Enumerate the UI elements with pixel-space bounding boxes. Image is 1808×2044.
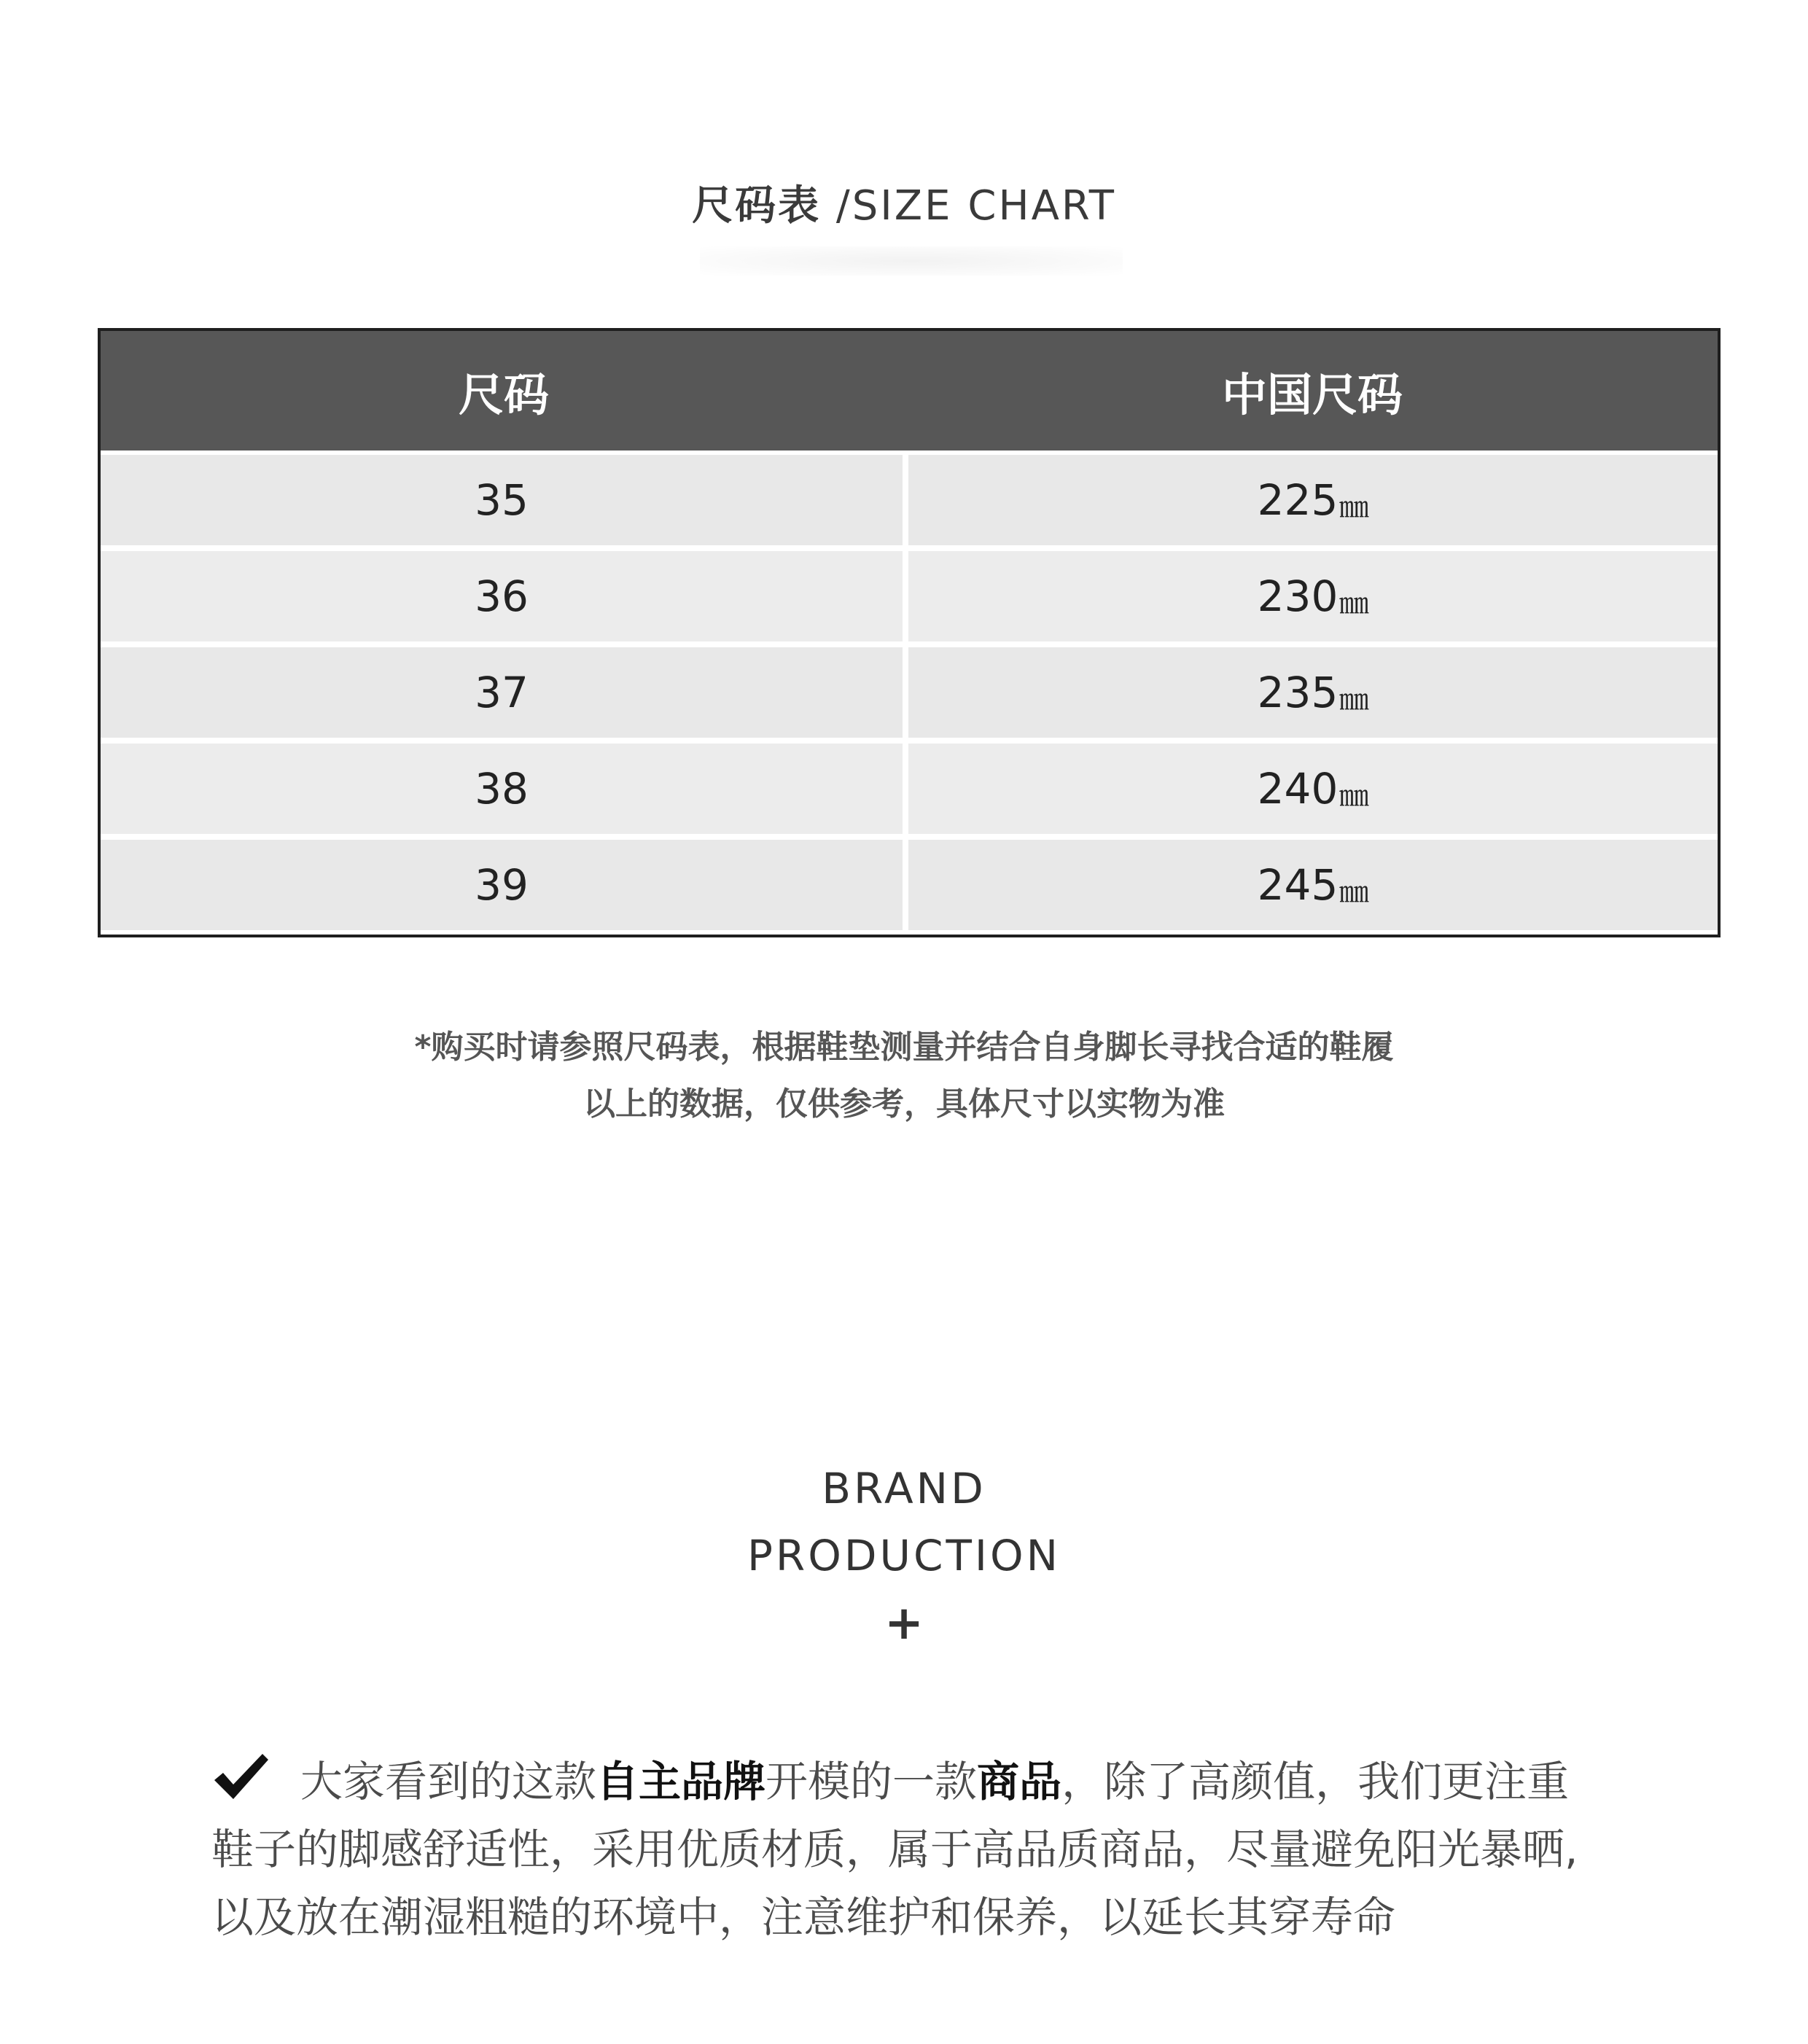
product-description xyxy=(211,1748,1604,1951)
title-cn: 尺码表 xyxy=(692,182,822,230)
table-body xyxy=(101,455,1718,936)
size-cell: 35 xyxy=(101,455,903,545)
description-bold-brand: 自主品牌 xyxy=(596,1757,766,1806)
unit-label: ㎜ xyxy=(1339,586,1369,620)
table-header xyxy=(101,331,1718,450)
table-row xyxy=(101,647,1718,738)
unit-label: ㎜ xyxy=(1339,490,1369,524)
size-cell: 39 xyxy=(101,840,903,930)
brand-heading-line-1: BRAND xyxy=(822,1464,986,1513)
description-text-1: 大家看到的这款 xyxy=(300,1757,597,1806)
title-en: /SIZE CHART xyxy=(835,182,1116,230)
unit-label: ㎜ xyxy=(1339,875,1369,909)
cn-size-value: 235 xyxy=(1257,668,1339,717)
cn-size-value: 240 xyxy=(1257,764,1339,814)
title-shadow xyxy=(700,246,1123,276)
cn-size-cell xyxy=(908,647,1718,738)
cn-size-cell xyxy=(908,551,1718,641)
page-title xyxy=(0,173,1808,232)
table-row xyxy=(101,455,1718,545)
size-note-line-1: *购买时请参照尺码表，根据鞋垫测量并结合自身脚长寻找合适的鞋履 xyxy=(414,1029,1394,1066)
table-row xyxy=(101,744,1718,834)
description-text-2: 开模的一款 xyxy=(765,1757,978,1806)
table-row xyxy=(101,840,1718,930)
cn-size-cell xyxy=(908,455,1718,545)
cn-size-cell xyxy=(908,840,1718,930)
unit-label: ㎜ xyxy=(1339,682,1369,717)
size-table xyxy=(98,328,1721,937)
unit-label: ㎜ xyxy=(1339,779,1369,813)
cn-size-cell xyxy=(908,744,1718,834)
size-cell: 37 xyxy=(101,647,903,738)
size-note-line-2: 以上的数据，仅供参考，具体尺寸以实物为准 xyxy=(583,1085,1225,1123)
header-cn-size: 中国尺码 xyxy=(1221,367,1403,421)
description-bold-product: 商品 xyxy=(977,1757,1062,1806)
header-size: 尺码 xyxy=(458,367,549,421)
description-text-3: ，除了高颜值，我们更注重鞋子的脚感舒适性，采用优质材质，属于高品质商品，尽量避免阳光暴晒,以及放在潮湿粗糙的环境中，注意维护和保养，以延长其穿寿命 xyxy=(211,1757,1578,1942)
cn-size-value: 225 xyxy=(1257,475,1339,525)
plus-icon: + xyxy=(884,1596,924,1650)
cn-size-value: 245 xyxy=(1257,860,1339,910)
cn-size-value: 230 xyxy=(1257,572,1339,621)
size-cell: 36 xyxy=(101,551,903,641)
checkmark-icon xyxy=(211,1751,271,1802)
size-cell: 38 xyxy=(101,744,903,834)
brand-heading-line-2: PRODUCTION xyxy=(747,1531,1061,1580)
table-row xyxy=(101,551,1718,641)
